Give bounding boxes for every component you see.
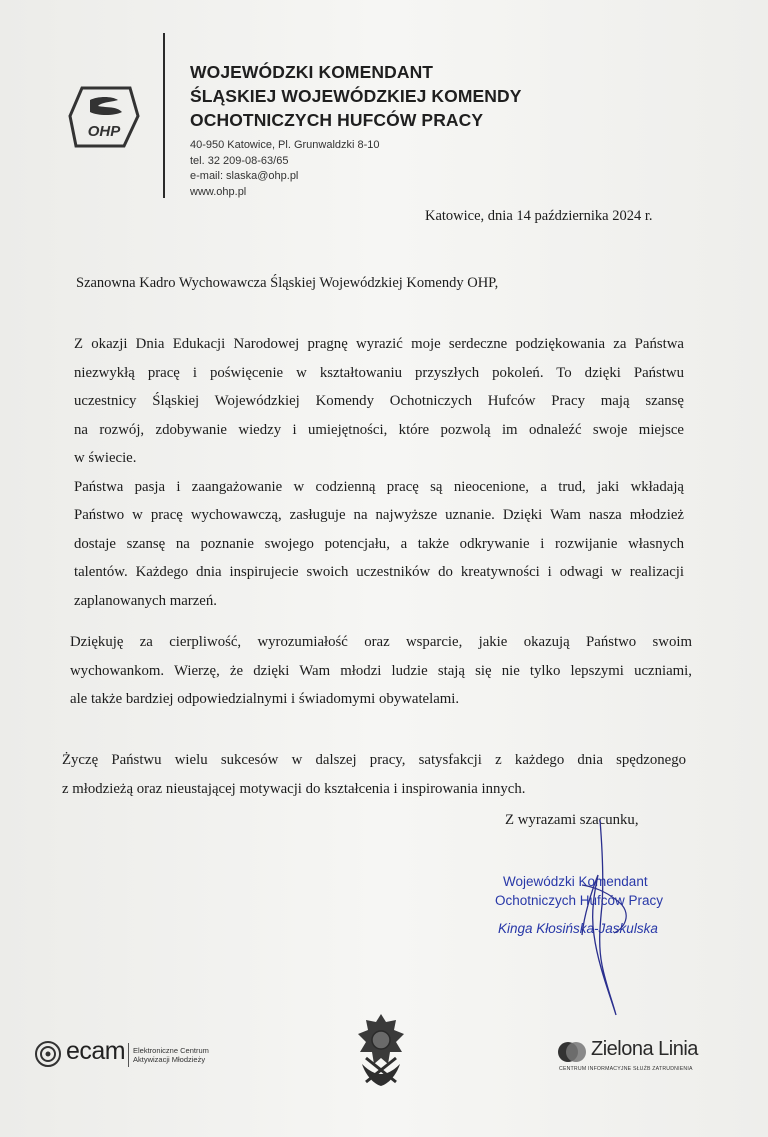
paragraph-1-line: w świecie. bbox=[74, 450, 137, 466]
ecam-divider bbox=[128, 1043, 129, 1067]
stamp-name: Kinga Kłosińska-Jaskulska bbox=[498, 921, 658, 936]
organization-title bbox=[190, 60, 522, 132]
org-title-line-3: OCHOTNICZYCH HUFCÓW PRACY bbox=[190, 110, 484, 130]
ohp-emblem-icon bbox=[352, 1012, 410, 1088]
paragraph-3 bbox=[62, 746, 686, 803]
paragraph-1-line: dostaje szansę na poznanie swojego potencjału, a także odkrywanie i rozwijanie własnych bbox=[74, 535, 684, 552]
ecam-subtitle bbox=[133, 1046, 209, 1064]
ecam-circle-icon bbox=[34, 1040, 62, 1068]
ecam-logo-text: ecam bbox=[66, 1037, 126, 1065]
zielona-linia-logo bbox=[557, 1036, 707, 1080]
ohp-logo-icon bbox=[68, 86, 140, 148]
paragraph-3-line: z młodzieżą oraz nieustającej motywacji do kształcenia i inspirowania innych. bbox=[62, 780, 526, 797]
paragraph-2 bbox=[70, 628, 692, 714]
paragraph-2-line: Dziękuję za cierpliwość, wyrozumiałość oraz wsparcie, jakie okazują Państwo swoim bbox=[70, 634, 692, 650]
stamp-title-line-1: Wojewódzki Komendant bbox=[503, 874, 648, 889]
ohp-logo-text: OHP bbox=[87, 123, 121, 140]
ecam-sub-line-1: Elektroniczne Centrum bbox=[133, 1046, 209, 1055]
paragraph-1-line: niezwykłą pracę i poświęcenie w kształtowaniu przyszłych pokoleń. To dzięki Państwu bbox=[74, 364, 684, 381]
contact-block bbox=[190, 138, 380, 200]
org-title-line-2: ŚLĄSKIEJ WOJEWÓDZKIEJ KOMENDY bbox=[190, 86, 522, 106]
zielona-linia-mark-icon bbox=[557, 1041, 587, 1063]
ecam-sub-line-2: Aktywizacji Młodzieży bbox=[133, 1055, 206, 1064]
ecam-logo bbox=[34, 1037, 234, 1071]
email: e-mail: slaska@ohp.pl bbox=[190, 170, 299, 182]
salutation: Szanowna Kadro Wychowawcza Śląskiej Wojewódzkiej Komendy OHP, bbox=[76, 275, 499, 291]
paragraph-1-line: Państwa pasja i zaangażowanie w codzienną pracę są nieocenione, a trud, jaki wkładają bbox=[74, 478, 684, 495]
paragraph-1 bbox=[74, 330, 684, 615]
stamp-title-line-2: Ochotniczych Hufców Pracy bbox=[495, 893, 664, 908]
paragraph-1-line: Państwo w pracę wychowawczą, zasługuje na najwyższe uznanie. Dzięki Wam nasza młodzież bbox=[74, 507, 684, 523]
address: 40-950 Katowice, Pl. Grunwaldzki 8-10 bbox=[190, 139, 380, 151]
paragraph-1-line: zaplanowanych marzeń. bbox=[74, 592, 217, 609]
closing: Z wyrazami szacunku, bbox=[505, 812, 639, 828]
paragraph-2-line: ale także bardziej odpowiedzialnymi i świadomymi obywatelami. bbox=[70, 691, 460, 707]
website: www.ohp.pl bbox=[190, 185, 247, 198]
org-title-line-1: WOJEWÓDZKI KOMENDANT bbox=[190, 62, 434, 82]
paragraph-2-line: wychowankom. Wierzę, że dzięki Wam młodzi ludzie stają się nie tylko lepszymi uczniami, bbox=[70, 662, 692, 679]
paragraph-1-line: na rozwój, zdobywanie wiedzy i umiejętności, które pozwolą im odnaleźć swoje miejsce bbox=[74, 421, 684, 438]
paragraph-1-line: Z okazji Dnia Edukacji Narodowej pragnę wyrazić moje serdeczne podziękowania za Państwa bbox=[74, 336, 684, 352]
paragraph-3-line: Życzę Państwu wielu sukcesów w dalszej pracy, satysfakcji z każdego dnia spędzonego bbox=[62, 752, 686, 768]
paragraph-1-line: uczestnicy Śląskiej Wojewódzkiej Komendy Ochotniczych Hufców Pracy mają szansę bbox=[74, 393, 684, 409]
zielona-linia-text: Zielona Linia bbox=[591, 1038, 698, 1060]
zielona-linia-subtitle: CENTRUM INFORMACYJNE SŁUŻB ZATRUDNIENIA bbox=[559, 1066, 693, 1072]
paragraph-1-line: talentów. Każdego dnia inspirujecie swoich uczestników do kreatywności i odwagi w realizacji bbox=[74, 564, 684, 580]
letter-date: Katowice, dnia 14 października 2024 r. bbox=[425, 208, 653, 224]
header-divider bbox=[163, 33, 165, 198]
handwritten-signature-icon bbox=[540, 815, 680, 1025]
phone: tel. 32 209-08-63/65 bbox=[190, 154, 289, 167]
